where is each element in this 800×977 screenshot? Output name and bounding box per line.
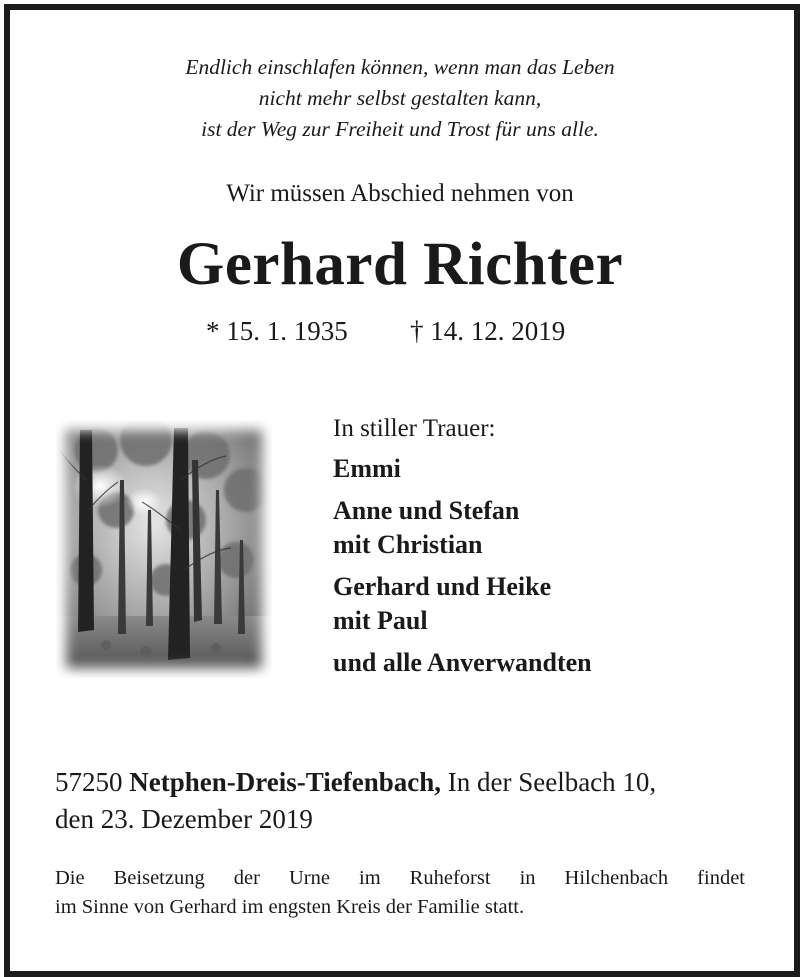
poem-line: nicht mehr selbst gestalten kann, [258,86,542,110]
mourner-line: und alle Anverwandten [333,648,592,677]
mourner-line: Anne und Stefan [333,496,520,525]
mourners-list [333,412,592,688]
funeral-line: im Sinne von Gerhard im engsten Kreis der Familie statt. [55,896,525,918]
deceased-name: Gerhard Richter [176,231,624,298]
street: In der Seelbach 10, [447,767,657,797]
farewell-intro: Wir müssen Abschied nehmen von [226,180,574,207]
postcode: 57250 [55,767,123,797]
poem-line: Endlich einschlafen können, wenn man das Leben [185,55,615,79]
death-date: † 14. 12. 2019 [410,316,566,346]
poem-line: ist der Weg zur Freiheit und Trost für uns alle. [201,117,599,141]
mourner-group [333,646,592,680]
mourner-line: Emmi [333,454,401,483]
mourning-label: In stiller Trauer: [333,415,496,442]
funeral-notice [55,864,745,922]
mourner-group [333,494,592,562]
birth-date: * 15. 1. 1935 [206,316,348,346]
mourner-line: Gerhard und Heike [333,572,552,601]
poem [0,52,800,145]
mourner-group [333,570,592,638]
mourner-group [333,452,592,486]
address-line [55,764,656,801]
address-block [55,764,656,838]
town: Netphen-Dreis-Tiefenbach, [129,767,441,797]
forest-photo [56,420,272,678]
mourner-line: mit Paul [333,606,428,635]
notice-date: den 23. Dezember 2019 [55,804,313,834]
mourner-line: mit Christian [333,530,483,559]
funeral-line: Die Beisetzung der Urne im Ruheforst in Hilchenbach findet [55,867,745,889]
